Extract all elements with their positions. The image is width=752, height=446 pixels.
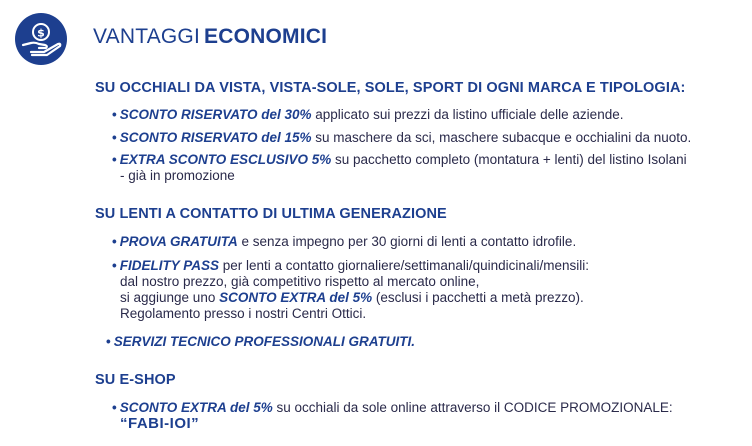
item-highlight: SCONTO RISERVATO del 30% bbox=[119, 107, 312, 122]
page-title bbox=[93, 25, 327, 49]
list-item bbox=[112, 107, 623, 123]
list-item bbox=[112, 234, 576, 250]
bullet: • bbox=[112, 152, 117, 167]
item-text: su occhiali da sole online attraverso il CODICE PROMOZIONALE: bbox=[272, 400, 673, 415]
promo-code: “FABI-IOI” bbox=[120, 415, 200, 432]
item-text-line3-pre: si aggiunge uno bbox=[120, 290, 220, 305]
item-highlight: SCONTO EXTRA del 5% bbox=[119, 400, 273, 415]
bullet: • bbox=[112, 107, 117, 122]
item-text-line3 bbox=[112, 290, 589, 306]
bullet: • bbox=[112, 130, 117, 145]
list-item bbox=[106, 334, 415, 350]
item-text-line2: dal nostro prezzo, già competitivo rispetto al mercato online, bbox=[120, 274, 480, 289]
item-text: su maschere da sci, maschere subacque e occhialini da nuoto. bbox=[311, 130, 692, 145]
bullet: • bbox=[112, 400, 117, 415]
item-highlight: SCONTO RISERVATO del 15% bbox=[119, 130, 312, 145]
item-text-line3-post: (esclusi i pacchetti a metà prezzo). bbox=[372, 290, 584, 305]
item-highlight: SCONTO EXTRA del 5% bbox=[219, 290, 373, 305]
page-title-light: VANTAGGI bbox=[93, 25, 200, 48]
bullet: • bbox=[112, 234, 117, 249]
item-text: applicato sui prezzi da listino ufficiale delle aziende. bbox=[311, 107, 624, 122]
item-text-line4: Regolamento presso i nostri Centri Ottici. bbox=[120, 306, 367, 321]
item-highlight: SERVIZI TECNICO PROFESSIONALI GRATUITI. bbox=[113, 334, 415, 349]
list-item bbox=[112, 400, 673, 432]
item-text: e senza impegno per 30 giorni di lenti a contatto idrofile. bbox=[237, 234, 577, 249]
bullet: • bbox=[112, 258, 117, 273]
list-item bbox=[112, 152, 687, 184]
page-title-bold: ECONOMICI bbox=[204, 25, 328, 48]
list-item bbox=[112, 258, 589, 322]
section-title-eshop: SU E-SHOP bbox=[95, 372, 176, 388]
bullet: • bbox=[106, 334, 111, 349]
item-highlight: PROVA GRATUITA bbox=[119, 234, 238, 249]
section-title-occhiali: SU OCCHIALI DA VISTA, VISTA-SOLE, SOLE, SPORT DI OGNI MARCA E TIPOLOGIA: bbox=[95, 80, 686, 96]
item-text: per lenti a contatto giornaliere/settimanali/quindicinali/mensili: bbox=[219, 258, 589, 273]
section-title-lenti: SU LENTI A CONTATTO DI ULTIMA GENERAZIONE bbox=[95, 206, 447, 222]
hand-dollar-coin-icon bbox=[14, 12, 68, 66]
item-highlight: FIDELITY PASS bbox=[119, 258, 220, 273]
svg-text:$: $ bbox=[37, 26, 45, 40]
item-text: su pacchetto completo (montatura + lenti) del listino Isolani bbox=[331, 152, 687, 167]
list-item bbox=[112, 130, 691, 146]
item-text-line2: - già in promozione bbox=[120, 168, 235, 183]
item-highlight: EXTRA SCONTO ESCLUSIVO 5% bbox=[119, 152, 332, 167]
